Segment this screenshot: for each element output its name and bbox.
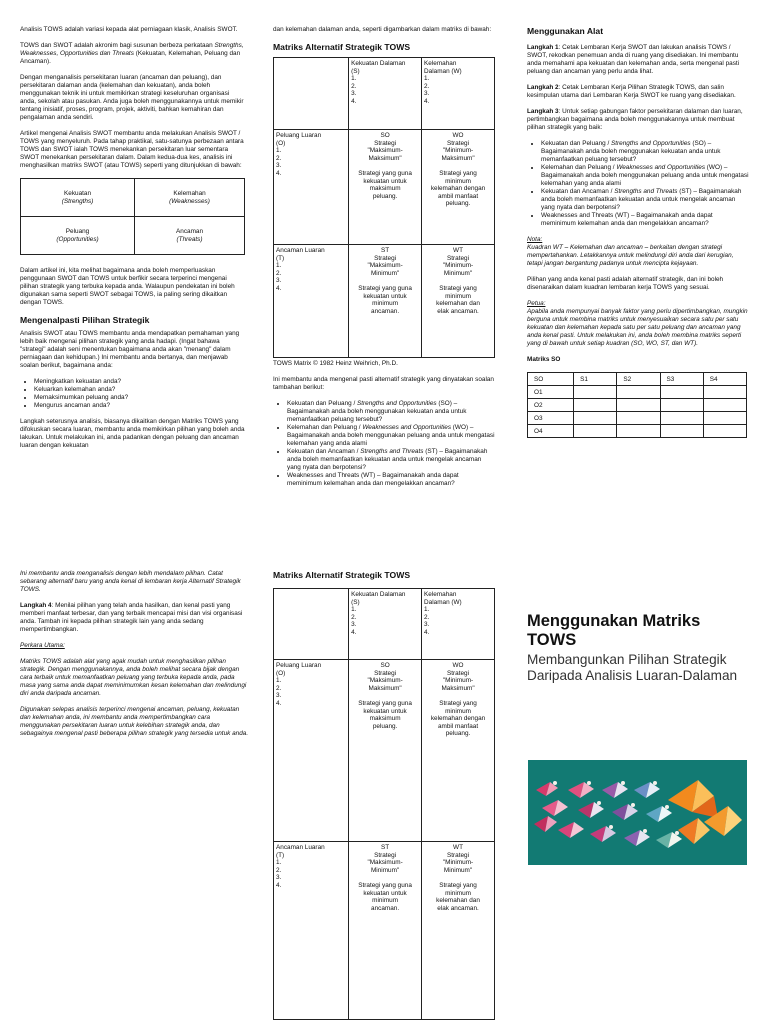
list-item: • Mengurus ancaman anda? <box>34 402 245 410</box>
matrix-ancaman-luaran: Ancaman Luaran (T) 1. 2. 3. 4. <box>274 842 349 1020</box>
nota: Nota: Kuadran WT – Kelemahan dan ancaman – berkaitan dengan strategi mempertahankan. Letakkannya untuk melindungi diri anda dari kerugian, tetapi jangan bergantung padanya untuk mencipta kejayaan. <box>527 236 734 267</box>
table-row: O4 <box>528 425 747 438</box>
matrix-wo: WO Strategi "Minimum- Maksimum" Strategi yang minimum kelemahan dengan ambil manfaat peluang. <box>422 660 495 842</box>
matrix-wo: WO Strategi "Minimum- Maksimum" Strategi yang minimum kelemahan dengan ambil manfaat peluang. <box>422 130 495 245</box>
table-row: O1 <box>528 386 747 399</box>
p2c2-matrix-title: Matriks Alternatif Strategik TOWS <box>273 570 411 580</box>
matrix-empty-corner <box>274 58 349 130</box>
cover-subtitle: Membangunkan Pilihan Strategik Daripada Analisis Luaran-Dalaman <box>527 652 738 683</box>
perkara-utama: Perkara Utama: <box>20 642 65 649</box>
heading-pilihan-strategik: Mengenalpasti Pilihan Strategik <box>20 315 150 325</box>
langkah-4: Langkah 4: Menilai pilihan yang telah anda hasilkan, dan kenal pasti yang memberi manfaat terbesar, dan yang terbaik mencapai misi dan visi organisasi anda. Tambah ini kepada pilihan strategik lain yang anda sedang mempertimbangkan. <box>20 602 243 633</box>
col3-p-pilihan: Pilihan yang anda kenal pasti adalah alternatif strategik, dan ini boleh disenaraikan dalam kuadran lembaran kerja TOWS yang sesuai. <box>527 276 724 291</box>
tows-matrix <box>273 57 495 358</box>
cover <box>527 612 752 684</box>
list-item: • Meningkatkan kekuatan anda? <box>34 378 245 386</box>
col2-p1: Ini membantu anda mengenal pasti alternatif strategik yang dinyatakan soalan tambahan berikut: <box>273 376 494 391</box>
matrix-peluang-luaran: Peluang Luaran (O) 1. 2. 3. 4. <box>274 660 349 842</box>
col2 <box>273 26 495 496</box>
list-item: • Kelemahan dan Peluang / Weaknesses and Opportunities (WO) – Bagaimanakah anda boleh menggunakan peluang anda untuk mengatasi kelemahan yang anda alami <box>287 424 495 448</box>
list-item: • Weaknesses and Threats (WT) – Bagaimanakah anda dapat meminimum kelemahan anda dan mengelakkan ancaman? <box>287 472 495 488</box>
swot-strengths: Kekuatan (Strengths) <box>21 179 135 217</box>
swot-threats: Ancaman (Threats) <box>135 217 245 255</box>
petua: Petua: Apabila anda mempunyai banyak faktor yang perlu dipertimbangkan, mungkin berguna untuk membina matriks untuk menyesuaikan secara satu per satu kekuatan dan kelemahan kepada satu per satu peluang dan ancaman yang anda kenal pasti. Untuk melakukan ini, anda boleh membina matriks seperti yang di bawah untuk setiap kuadran (SO, WO, ST, dan WT). <box>527 300 748 347</box>
langkah-3: Langkah 3: Untuk setiap gabungan faktor persekitaran dalaman dan luaran, pertimbangkan bagaimana anda boleh menggunakannya untuk membuat pilihan strategik yang baik: <box>527 108 743 131</box>
swot-matrix <box>20 178 245 255</box>
swot-opportunities: Peluang (Opportunities) <box>21 217 135 255</box>
so-matrix-title: Matriks SO <box>527 356 561 363</box>
tows-matrix-2 <box>273 588 495 1020</box>
matrix-wt: WT Strategi "Minimum- Minimum" Strategi yang minimum kelemahan dan elak ancaman. <box>422 245 495 358</box>
so-matrix <box>527 372 747 438</box>
col1-p3: Dengan menganalisis persekitaran luaran (ancaman dan peluang), dan persekitaran dalaman anda (kelemahan dan kekuatan), anda boleh menggunakan teknik ini untuk memikirkan strategi keseluruhan organisasi anda, sekolah atau pasukan. Anda juga boleh menggunakannya untuk memikir tentang inisiatif, proses, program, projek, aktiviti, bahkan kemahiran dan pengalaman anda sendiri. <box>20 74 244 121</box>
page2-col1 <box>20 570 250 746</box>
page2-col2 <box>273 570 495 1020</box>
col3 <box>527 26 749 438</box>
matrix-wt: WT Strategi "Minimum- Minimum" Strategi yang minimum kelemahan dan elak ancaman. <box>422 842 495 1020</box>
p2c1-p2: Matriks TOWS adalah alat yang agak mudah untuk menghasilkan pilihan strategik. Dengan menggunakannya, anda boleh melihat secara bijak dengan cara terbaik untuk memanfaatkan peluang yang terbuka kepada anda, pada masa yang sama anda dapat meminimumkan kesan kelemahan dan melindungi diri anda daripada ancaman. <box>20 658 247 697</box>
p2c1-p1: Ini membantu anda menganalisis dengan lebih mendalam pilihan. Catat sebarang alternatif baru yang anda kenal di lembaran kerja Alternatif Strategik TOWS. <box>20 570 241 593</box>
matrix-kekuatan-dalaman: Kekuatan Dalaman (S) 1. 2. 3. 4. <box>349 58 422 130</box>
table-row: O2 <box>528 399 747 412</box>
col1-bullet-list <box>20 378 245 410</box>
matrix-empty-corner <box>274 589 349 660</box>
col2-bullet-list <box>273 400 495 488</box>
col1-p6: Analisis SWOT atau TOWS membantu anda mendapatkan pemahaman yang lebih baik mengenai pilihan strategik yang anda hadapi. (Ingat bahawa "strategi" adalah seni menentukan bagaimana anda akan "menang" dalam perniagaan dan kehidupan.) Ini membantu anda bertanya, dan menjawab soalan berikut, bagaimana anda: <box>20 330 240 369</box>
list-item: • Kekuatan dan Peluang / Strengths and Opportunities (SO) – Bagaimanakah anda boleh menggunakan kekuatan anda untuk memanfaatkan peluang tersebut? <box>541 140 749 164</box>
list-item: • Memaksimumkan peluang anda? <box>34 394 245 402</box>
matrix-st: ST Strategi "Maksimum- Minimum" Strategi yang guna kekuatan untuk minimum ancaman. <box>349 245 422 358</box>
cover-title: Menggunakan Matriks TOWS <box>527 612 701 649</box>
col2-matrix-title: Matriks Alternatif Strategik TOWS <box>273 42 411 52</box>
list-item: • Keluarkan kelemahan anda? <box>34 386 245 394</box>
matrix-so: SO Strategi "Maksimum- Maksimum" Strategi yang guna kekuatan untuk maksimum peluang. <box>349 130 422 245</box>
list-item: • Kekuatan dan Ancaman / Strengths and Threats (ST) – Bagaimanakah anda boleh memanfaatkan kekuatan anda untuk mengelak ancaman yang nyata dan berpotensi? <box>287 448 495 472</box>
matrix-peluang-luaran: Peluang Luaran (O) 1. 2. 3. 4. <box>274 130 349 245</box>
matrix-ancaman-luaran: Ancaman Luaran (T) 1. 2. 3. 4. <box>274 245 349 358</box>
col1-p5: Dalam artikel ini, kita melihat bagaimana anda boleh memperluaskan penggunaan SWOT dan TOWS untuk berfikir secara terperinci mengenai pilihan strategik yang terbuka kepada anda. Walaupun pendekatan ini boleh digunakan sama seperti SWOT sebagai TOWS, ia paling sering dikaitkan dengan TOWS. <box>20 267 235 306</box>
matrix-kekuatan-dalaman: Kekuatan Dalaman (S) 1. 2. 3. 4. <box>349 589 422 660</box>
col1 <box>20 26 245 458</box>
origami-birds-icon <box>528 760 747 865</box>
list-item: • Kekuatan dan Ancaman / Strengths and Threats (ST) – Bagaimanakah anda boleh memanfaatkan kekuatan anda untuk mengelak ancaman yang nyata dan berpotensi? <box>541 188 749 212</box>
col2-credit: TOWS Matrix © 1982 Heinz Weihrich, Ph.D. <box>273 360 398 367</box>
table-row: O3 <box>528 412 747 425</box>
list-item: • Kekuatan dan Peluang / Strengths and Opportunities (SO) – Bagaimanakah anda boleh menggunakan kekuatan anda untuk memanfaatkan peluang tersebut? <box>287 400 495 424</box>
col1-p7: Langkah seterusnya analisis, biasanya dikaitkan dengan Matriks TOWS yang difokuskan secara luaran, membantu anda memikirkan pilihan yang boleh anda lakukan. Untuk melakukan ini, anda padankan dengan peluang dan ancaman luaran dengan kekuatan <box>20 418 245 449</box>
langkah-1: Langkah 1: Cetak Lembaran Kerja SWOT dan lakukan analisis TOWS / SWOT, rekodkan penemuan anda di ruang yang disediakan. Ini membantu anda memahami apa kekuatan dan kelemahan anda, serta mengenal pasti peluang dan ancaman yang perlu anda lihat. <box>527 44 740 75</box>
col2-intro: dan kelemahan dalaman anda, seperti digambarkan dalam matriks di bawah: <box>273 26 492 33</box>
col1-p4: Artikel mengenai Analisis SWOT membantu anda melakukan Analisis SWOT / TOWS yang menyeluruh. Pada tahap praktikal, satu-satunya perbezaan antara TOWS dan SWOT ialah TOWS menekankan persekitaran luar sementara SWOT menekankan persekitaran dalam. Dalam kedua-dua kes, analisis ini menghasilkan matriks SWOT (atau TOWS) seperti yang ditunjukkan di bawah: <box>20 130 244 169</box>
list-item: • Kelemahan dan Peluang / Weaknesses and Opportunities (WO) – Bagaimanakah anda boleh menggunakan peluang anda untuk mengatasi kelemahan yang anda alami <box>541 164 749 188</box>
heading-menggunakan-alat: Menggunakan Alat <box>527 26 604 36</box>
matrix-kelemahan-dalaman: Kelemahan Dalaman (W) 1. 2. 3. 4. <box>422 58 495 130</box>
p2c1-p3: Digunakan selepas analisis terperinci mengenai ancaman, peluang, kekuatan dan kelemahan anda, ini membantu anda mempertimbangkan cara menggunakan persekitaran luaran untuk kelebihan strategik anda, dan sebagainya mengenal pasti beberapa pilihan strategik yang tersedia untuk anda. <box>20 706 249 737</box>
matrix-so: SO Strategi "Maksimum- Maksimum" Strategi yang guna kekuatan untuk maksimum peluang. <box>349 660 422 842</box>
col1-p1: Analisis TOWS adalah variasi kepada alat perniagaan klasik, Analisis SWOT. <box>20 26 238 33</box>
swot-weaknesses: Kelemahan (Weaknesses) <box>135 179 245 217</box>
table-row: SO S1 S2 S3 S4 <box>528 373 747 386</box>
col1-p2: TOWS dan SWOT adalah akronim bagi susunan berbeza perkataan Strengths, Weaknesses, Opportunities dan Threats (Kekuatan, Kelemahan, Peluang dan Ancaman). <box>20 42 244 65</box>
col3-bullet-list <box>527 140 749 228</box>
cover-banner-image <box>528 760 747 865</box>
matrix-st: ST Strategi "Maksimum- Minimum" Strategi yang guna kekuatan untuk minimum ancaman. <box>349 842 422 1020</box>
list-item: • Weaknesses and Threats (WT) – Bagaimanakah anda dapat meminimum kelemahan anda dan mengelakkan ancaman? <box>541 212 749 228</box>
matrix-kelemahan-dalaman: Kelemahan Dalaman (W) 1. 2. 3. 4. <box>422 589 495 660</box>
langkah-2: Langkah 2: Cetak Lembaran Kerja Pilihan Strategik TOWS, dan salin kesimpulan utama dari Lembaran Kerja SWOT ke ruang yang disediakan. <box>527 84 736 99</box>
